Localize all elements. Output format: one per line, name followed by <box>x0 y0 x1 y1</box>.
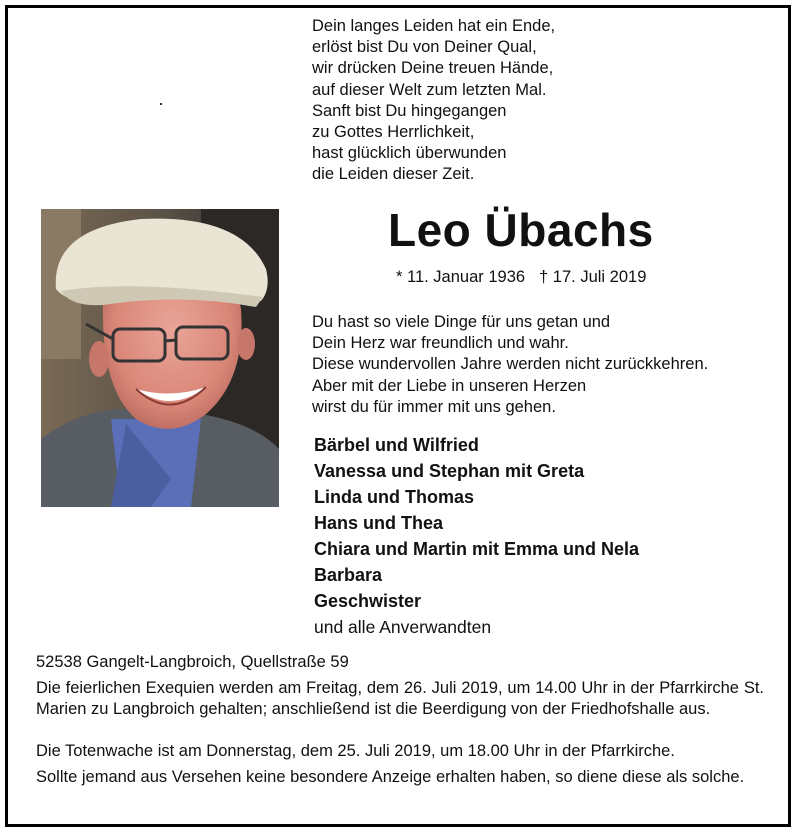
verse-line: Dein Herz war freundlich und wahr. <box>312 334 569 353</box>
totenwache-notice: Die Totenwache ist am Donnerstag, dem 25. Juli 2019, um 18.00 Uhr in der Pfarrkirche. <box>36 742 675 760</box>
mourner: Vanessa und Stephan mit Greta <box>314 461 585 481</box>
verse-line: Diese wundervollen Jahre werden nicht zurückkehren. <box>312 355 709 374</box>
portrait-photo <box>41 209 279 507</box>
relatives-line: und alle Anverwandten <box>314 617 492 637</box>
mourners-list <box>314 432 639 640</box>
address: 52538 Gangelt-Langbroich, Quellstraße 59 <box>36 653 349 671</box>
poem-line: Dein langes Leiden hat ein Ende, <box>312 17 556 35</box>
mourner: Geschwister <box>314 591 422 611</box>
poem-line: zu Gottes Herrlichkeit, <box>312 123 475 142</box>
mourner: Chiara und Martin mit Emma und Nela <box>314 539 640 559</box>
verse-line: wirst du für immer mit uns gehen. <box>312 397 556 416</box>
deceased-name: Leo Übachs <box>388 204 654 256</box>
anzeige-notice: Sollte jemand aus Versehen keine besondere Anzeige erhalten haben, so diene diese als solche. <box>36 768 745 786</box>
poem <box>312 16 555 186</box>
verse-line: Du hast so viele Dinge für uns getan und <box>312 313 611 331</box>
speck <box>160 103 162 105</box>
poem-line: erlöst bist Du von Deiner Qual, <box>312 38 537 57</box>
verse <box>312 312 708 418</box>
poem-line: die Leiden dieser Zeit. <box>312 165 475 184</box>
mourner: Barbara <box>314 565 383 585</box>
poem-line: wir drücken Deine treuen Hände, <box>312 59 554 78</box>
poem-line: Sanft bist Du hingegangen <box>312 101 507 120</box>
verse-line: Aber mit der Liebe in unseren Herzen <box>312 376 587 395</box>
birth-date: * 11. Januar 1936 <box>396 268 526 286</box>
mourner: Hans und Thea <box>314 513 444 533</box>
exequien-notice: Die feierlichen Exequien werden am Freitag, dem 26. Juli 2019, um 14.00 Uhr in der Pfarrkirche St. Marien zu Langbroich gehalten; anschließend ist die Beerdigung von der Friedhofshalle aus. <box>36 679 764 718</box>
mourner: Bärbel und Wilfried <box>314 435 479 455</box>
mourner: Linda und Thomas <box>314 487 474 507</box>
death-date: † 17. Juli 2019 <box>539 268 647 286</box>
life-dates <box>396 268 646 287</box>
poem-line: auf dieser Welt zum letzten Mal. <box>312 80 547 99</box>
poem-line: hast glücklich überwunden <box>312 144 507 163</box>
